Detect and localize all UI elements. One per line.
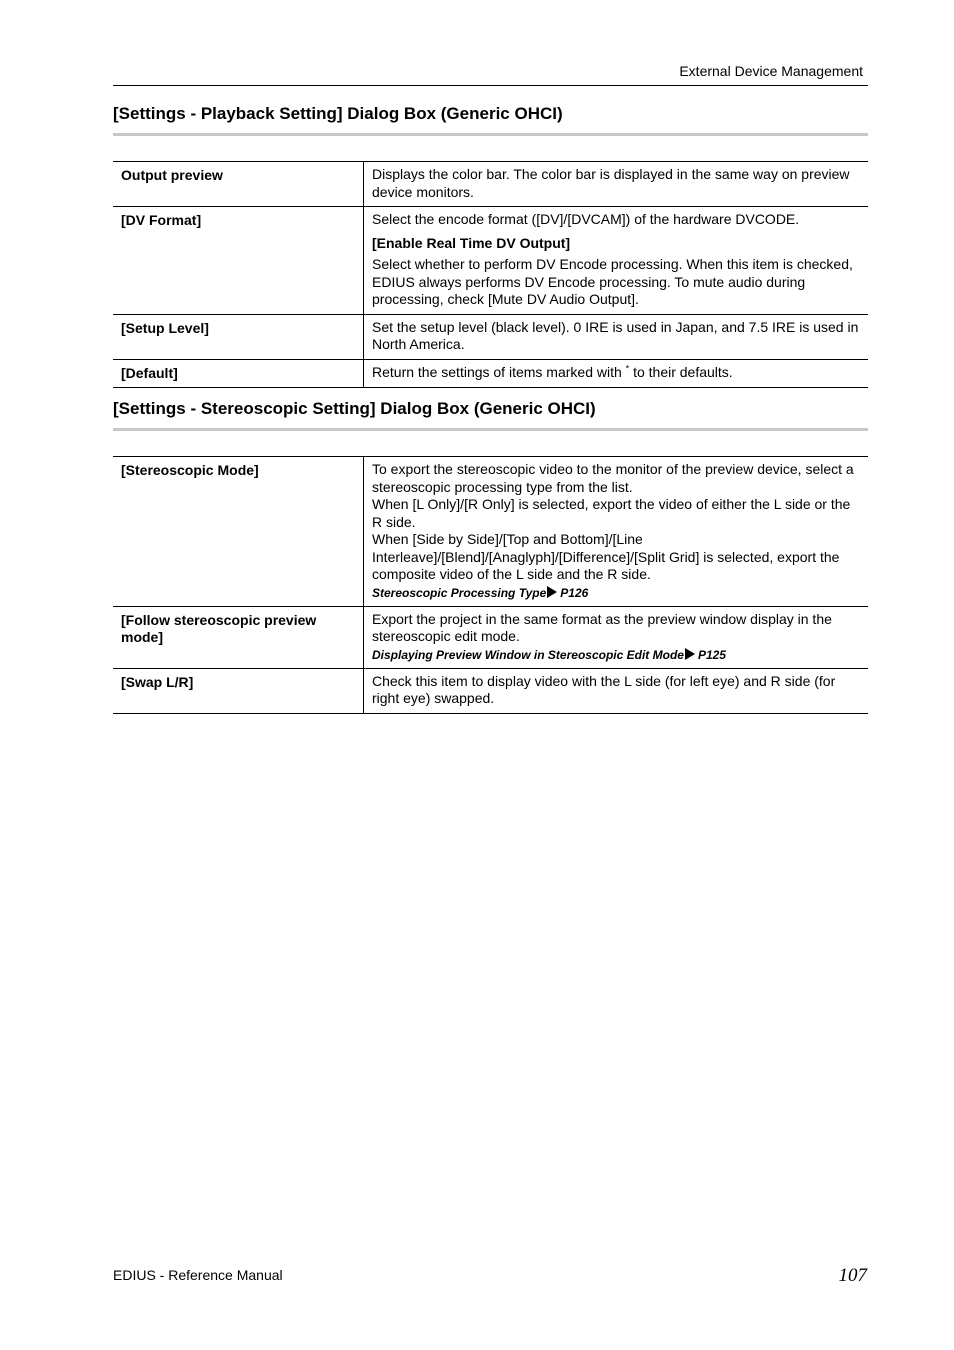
running-header: External Device Management — [679, 63, 863, 79]
table-row — [113, 457, 868, 607]
table-row — [113, 359, 868, 388]
arrow-right-icon — [547, 586, 557, 598]
setting-description — [364, 457, 869, 607]
table-row — [113, 207, 868, 315]
section-title-stereoscopic: [Settings - Stereoscopic Setting] Dialog Box (Generic OHCI) — [113, 399, 596, 418]
table-row — [113, 162, 868, 207]
playback-settings-table — [113, 161, 868, 388]
description-text: Set the setup level (black level). 0 IRE is used in Japan, and 7.5 IRE is used in North America. — [372, 318, 859, 352]
footer-manual-title: EDIUS - Reference Manual — [113, 1267, 283, 1283]
description-text: When [L Only]/[R Only] is selected, export the video of either the L side or the R side. — [372, 496, 851, 530]
setting-description — [364, 359, 869, 388]
table-row — [113, 668, 868, 713]
description-text: Select the encode format ([DV]/[DVCAM]) of the hardware DVCODE. — [372, 211, 800, 227]
setting-term: [Follow stereoscopic preview mode] — [113, 606, 364, 668]
stereoscopic-settings-table — [113, 456, 868, 714]
table-row — [113, 314, 868, 359]
table-row — [113, 606, 868, 668]
setting-term: [Swap L/R] — [113, 668, 364, 713]
description-text-after: to their defaults. — [629, 363, 733, 380]
setting-term: [Stereoscopic Mode] — [113, 457, 364, 607]
setting-term: [DV Format] — [113, 207, 364, 315]
setting-description — [364, 207, 869, 315]
cross-reference-title: Displaying Preview Window in Stereoscopic Edit Mode — [372, 647, 684, 662]
section-title-underline — [113, 133, 868, 136]
description-text — [372, 364, 860, 382]
setting-description — [364, 606, 869, 668]
section-title-playback: [Settings - Playback Setting] Dialog Box (Generic OHCI) — [113, 104, 563, 123]
cross-reference[interactable] — [372, 647, 860, 663]
asterisk-mark: * — [625, 362, 630, 373]
description-text: Displays the color bar. The color bar is displayed in the same way on preview device monitors. — [372, 166, 850, 200]
cross-reference-page: P125 — [697, 647, 726, 662]
setting-description — [364, 162, 869, 207]
description-text: Export the project in the same format as the preview window display in the stereoscopic edit mode. — [372, 610, 832, 644]
page-number: 107 — [838, 1265, 867, 1286]
cross-reference[interactable] — [372, 585, 860, 601]
setting-term: [Setup Level] — [113, 314, 364, 359]
setting-description — [364, 314, 869, 359]
arrow-right-icon — [685, 648, 695, 660]
setting-term: Output preview — [113, 162, 364, 207]
sub-setting-description: Select whether to perform DV Encode processing. When this item is checked, EDIUS always performs DV Encode processing. To mute audio during processing, check [Mute DV Audio Output]. — [372, 256, 853, 307]
section-title-underline — [113, 428, 868, 431]
sub-setting-heading: [Enable Real Time DV Output] — [372, 234, 571, 251]
setting-description — [364, 668, 869, 713]
description-text: Check this item to display video with the L side (for left eye) and R side (for right eye) swapped. — [372, 672, 836, 706]
setting-term: [Default] — [113, 359, 364, 388]
description-text-before: Return the settings of items marked with — [372, 363, 626, 380]
cross-reference-page: P126 — [560, 585, 589, 600]
cross-reference-title: Stereoscopic Processing Type — [372, 585, 547, 600]
description-text: To export the stereoscopic video to the monitor of the preview device, select a stereoscopic processing type from the list. — [372, 461, 854, 495]
header-divider — [113, 85, 868, 86]
description-text: When [Side by Side]/[Top and Bottom]/[Line Interleave]/[Blend]/[Anaglyph]/[Difference]/[Split Grid] is selected, export the composite video of the L side and the R side. — [372, 531, 840, 582]
